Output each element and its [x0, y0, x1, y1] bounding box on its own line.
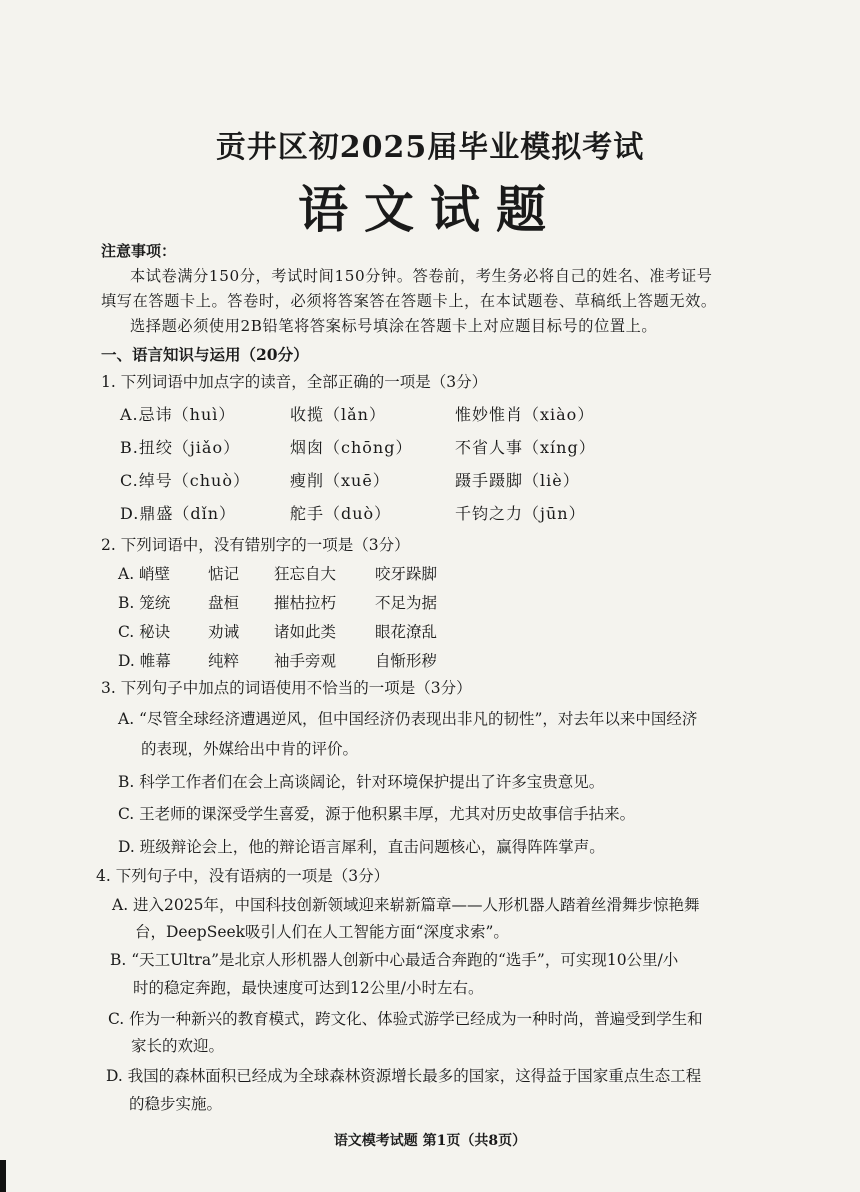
q2-d-2: 纯粹 [208, 652, 240, 670]
q2-b-3: 摧枯拉朽 [274, 594, 337, 612]
q1-c-1: C.绰号（chuò） [120, 471, 250, 490]
page-footer: 语文模考试题 第1页（共8页） [333, 1133, 527, 1149]
q2-d-4: 自惭形秽 [375, 652, 438, 670]
q3-option-d: D. 班级辩论会上，他的辩论语言犀利，直击问题核心，赢得阵阵掌声。 [118, 838, 605, 856]
q4-option-c-line2: 家长的欢迎。 [131, 1037, 225, 1055]
notice-heading: 注意事项： [101, 242, 177, 260]
q4-stem: 4. 下列句子中，没有语病的一项是（3分） [96, 867, 390, 885]
q1-a-3: 惟妙惟肖（xiào） [455, 405, 595, 424]
q1-d-3: 千钧之力（jūn） [455, 504, 586, 523]
q4-option-a-line2: 台，DeepSeek吸引人们在人工智能方面“深度求索”。 [135, 923, 509, 941]
q2-c-2: 劝诫 [208, 623, 240, 641]
q4-option-b-line1: B. “天工Ultra”是北京人形机器人创新中心最适合奔跑的“选手”，可实现10公里/小 [110, 951, 679, 969]
exam-title: 贡井区初2025届毕业模拟考试 [215, 130, 645, 165]
subject-title: 语文试题 [298, 180, 562, 239]
q3-option-a-line1: A. “尽管全球经济遭遇逆风，但中国经济仍表现出非凡的韧性”，对去年以来中国经济 [118, 710, 698, 728]
q4-option-a-line1: A. 进入2025年，中国科技创新领域迎来崭新篇章——人形机器人踏着丝滑舞步惊艳舞 [112, 896, 700, 914]
q2-a-2: 惦记 [208, 565, 240, 583]
q2-d-1: D. 帷幕 [118, 652, 171, 670]
q4-option-d-line2: 的稳步实施。 [129, 1095, 223, 1113]
q2-d-3: 袖手旁观 [274, 652, 337, 670]
q1-d-1: D.鼎盛（dǐn） [120, 504, 237, 523]
notice-line-3: 选择题必须使用2B铅笔将答案标号填涂在答题卡上对应题目标号的位置上。 [130, 317, 658, 335]
q2-stem: 2. 下列词语中，没有错别字的一项是（3分） [101, 536, 410, 554]
q1-c-3: 蹑手蹑脚（liè） [455, 471, 580, 490]
q2-a-1: A. 峭壁 [118, 565, 171, 583]
q1-d-2: 舵手（duò） [290, 504, 392, 523]
section-1-title: 一、语言知识与运用（20分） [101, 345, 309, 364]
q3-stem: 3. 下列句子中加点的词语使用不恰当的一项是（3分） [101, 679, 472, 697]
q2-a-4: 咬牙跺脚 [375, 565, 438, 583]
q3-option-b: B. 科学工作者们在会上高谈阔论，针对环境保护提出了许多宝贵意见。 [118, 773, 605, 791]
q1-c-2: 瘦削（xuē） [290, 471, 390, 490]
q3-option-a-line2: 的表现，外媒给出中肯的评价。 [141, 740, 359, 758]
q2-a-3: 狂忘自大 [274, 565, 337, 583]
q4-option-b-line2: 时的稳定奔跑，最快速度可达到12公里/小时左右。 [133, 979, 484, 997]
q2-b-4: 不足为据 [375, 594, 438, 612]
q2-b-2: 盘桓 [208, 594, 240, 612]
q1-b-1: B.扭绞（jiǎo） [120, 438, 241, 457]
q2-c-4: 眼花潦乱 [375, 623, 438, 641]
q3-option-c: C. 王老师的课深受学生喜爱，源于他积累丰厚，尤其对历史故事信手拈来。 [118, 805, 636, 823]
q1-b-3: 不省人事（xíng） [455, 438, 596, 457]
q1-a-1: A.忌讳（huì） [120, 405, 236, 424]
q1-stem: 1. 下列词语中加点字的读音，全部正确的一项是（3分） [101, 373, 488, 391]
q1-a-2: 收揽（lǎn） [290, 405, 386, 424]
notice-line-1: 本试卷满分150分，考试时间150分钟。答卷前，考生务必将自己的姓名、准考证号 [130, 267, 713, 285]
q2-c-1: C. 秘诀 [118, 623, 171, 641]
q4-option-d-line1: D. 我国的森林面积已经成为全球森林资源增长最多的国家，这得益于国家重点生态工程 [106, 1067, 702, 1085]
q1-b-2: 烟囱（chōng） [290, 438, 413, 457]
q2-c-3: 诸如此类 [274, 623, 337, 641]
notice-line-2: 填写在答题卡上。答卷时，必须将答案答在答题卡上，在本试题卷、草稿纸上答题无效。 [101, 292, 717, 310]
q2-b-1: B. 笼统 [118, 594, 171, 612]
q4-option-c-line1: C. 作为一种新兴的教育模式，跨文化、体验式游学已经成为一种时尚，普遍受到学生和 [108, 1010, 703, 1028]
scan-edge-mark [0, 1160, 6, 1192]
